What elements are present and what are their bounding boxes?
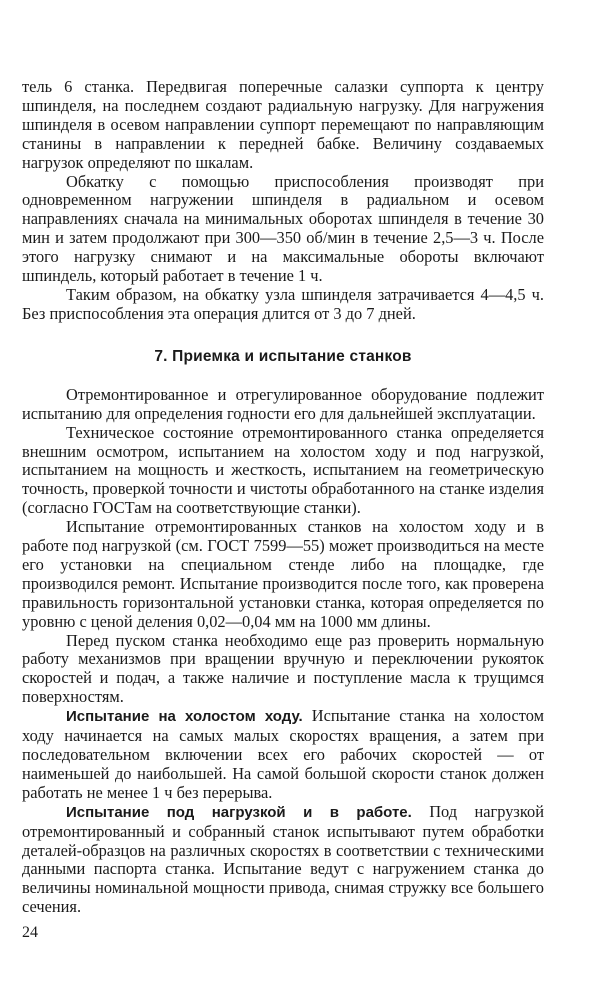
paragraph-load-test bbox=[22, 803, 544, 917]
paragraph-run-in-procedure: Обкатку с помощью приспособления производят при одновременном нагружении шпинделя в радиальном и осевом направлениях сначала на минимальных оборотах шпинделя в течение 30 мин и затем продолжают при 300—350 об/мин в течение 2,5—3 ч. После этого нагрузку снимают и на максимальные обороты включают шпиндель, который работает в течение 1 ч. bbox=[22, 171, 544, 286]
section-title: 7. Приемка и испытание станков bbox=[154, 347, 412, 365]
page-body bbox=[22, 78, 544, 917]
paragraph-spindle-loading: тель 6 станка. Передвигая поперечные салазки суппорта к центру шпинделя, на последнем создают радиальную нагрузку. Для нагружения шпинделя в осевом направлении суппорт перемещают по направляющим станины в направлении к передней бабке. Величину создаваемых нагрузок определяют по шкалам. bbox=[22, 77, 544, 172]
idle-test-heading: Испытание на холостом ходу. bbox=[66, 708, 303, 726]
paragraph-technical-state: Техническое состояние отремонтированного станка определяется внешним осмотром, испытанием на холостом ходу и под нагрузкой, испытанием на мощность и жесткость, испытанием на геометрическую точность, проверкой точности и чистоты обработанного на станке изделия (согласно ГОСТам на соответствующие станки). bbox=[22, 422, 544, 518]
idle-test-text: Испытание станка на холостом ходу начинается на самых малых скоростях вращения, а затем при последовательном включении всех его рабочих скоростей — от наименьшей до наибольшей. На самой большой скорости станок должен работать не менее 1 ч без перерыва. bbox=[22, 706, 544, 802]
paragraph-idle-test bbox=[22, 707, 544, 803]
paragraph-testing-location: Испытание отремонтированных станков на холостом ходу и в работе под нагрузкой (см. ГОСТ 7599—55) может производиться на месте его установки на специальном стенде либо на площадке, где производился ремонт. Испытание производится после того, как проверена правильность горизонтальной установки станка, которая определяется по уровню с ценой деления 0,02—0,04 мм на 1000 мм длины. bbox=[22, 517, 544, 631]
load-test-text: Под нагрузкой отремонтированный и собранный станок испытывают путем обработки деталей-образцов на различных скоростях в соответствии с техническими данными паспорта станка. Испытание ведут с нагружением станка до величины номинальной мощности привода, снимая стружку все большего сечения. bbox=[22, 801, 544, 917]
paragraph-acceptance-intro: Отремонтированное и отрегулированное оборудование подлежит испытанию для определения годности его для дальнейшей эксплуатации. bbox=[22, 384, 544, 423]
page-number: 24 bbox=[22, 924, 38, 941]
load-test-heading: Испытание под нагрузкой и в работе. bbox=[66, 803, 412, 821]
paragraph-pre-start-check: Перед пуском станка необходимо еще раз проверить нормальную работу механизмов при вращении вручную и переключении рукояток скоростей и подач, а также наличие и поступление масла к трущимся поверхностям. bbox=[22, 630, 544, 707]
paragraph-run-in-duration: Таким образом, на обкатку узла шпинделя затрачивается 4—4,5 ч. Без приспособления эта операция длится от 3 до 7 дней. bbox=[22, 284, 544, 323]
